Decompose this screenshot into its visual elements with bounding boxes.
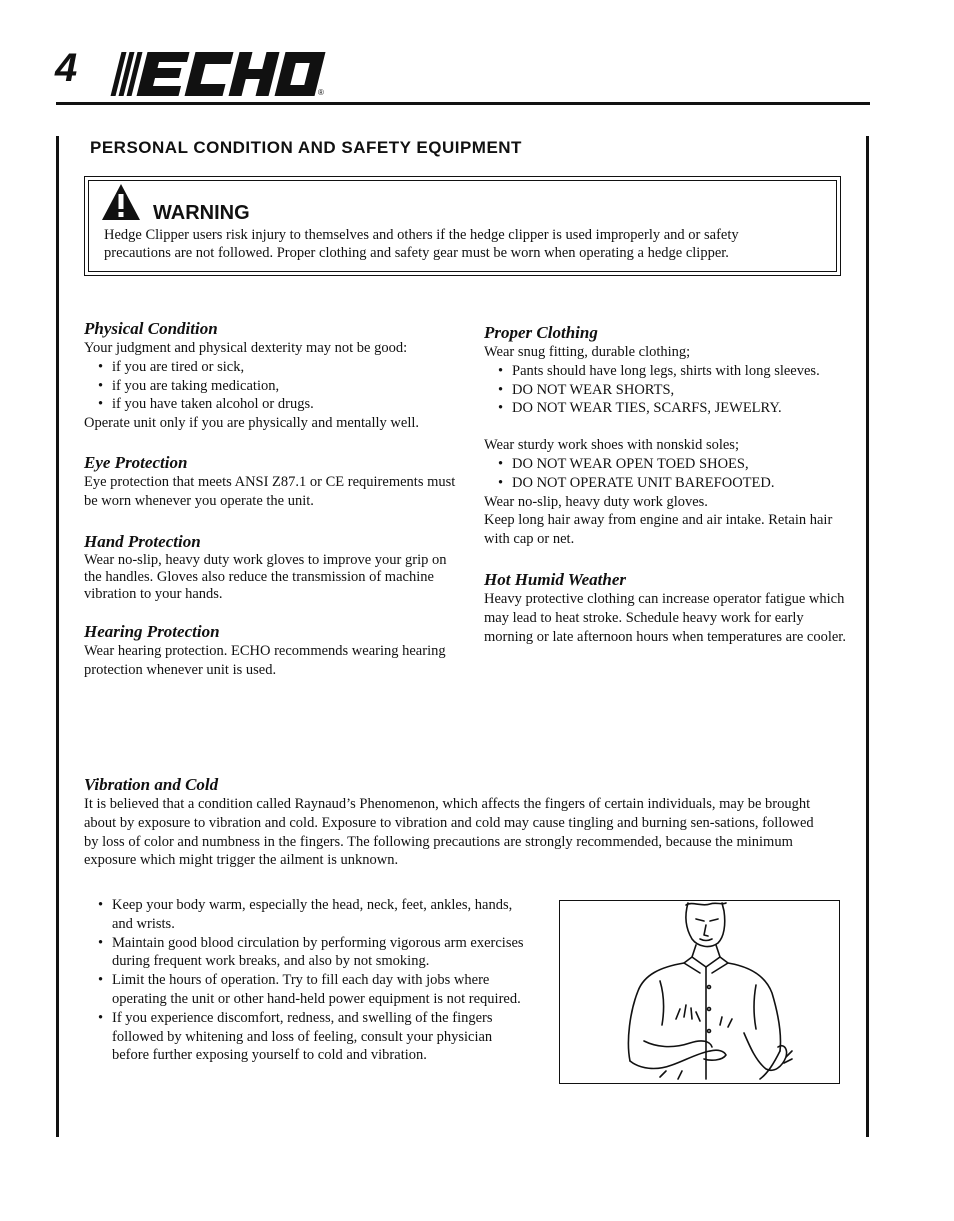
hair-text: Keep long hair away from engine and air intake. Retain hair with cap or net. bbox=[484, 512, 833, 548]
physical-condition-list bbox=[84, 358, 459, 414]
warning-text: Hedge Clipper users risk injury to themselves and others if the hedge clipper is used improperly and or safety precautions are not followed. Proper clothing and safety gear must be worn when operating a hedge clipper. bbox=[104, 227, 739, 261]
hand-protection-section bbox=[84, 532, 459, 602]
physical-condition-heading: Physical Condition bbox=[84, 319, 218, 338]
header-rule bbox=[56, 102, 870, 105]
list-item: • Keep your body warm, especially the head, neck, feet, ankles, hands, and wrists. bbox=[84, 896, 529, 934]
physical-condition-intro: Your judgment and physical dexterity may not be good: bbox=[84, 340, 408, 356]
hot-humid-weather-text: Heavy protective clothing can increase operator fatigue which may lead to heat stroke. Schedule heavy work for early morning or late afternoon hours when temperatures are cooler. bbox=[484, 591, 846, 645]
hand-protection-heading: Hand Protection bbox=[84, 532, 201, 551]
proper-clothing-intro: Wear snug fitting, durable clothing; bbox=[484, 344, 691, 360]
proper-clothing-list bbox=[484, 362, 854, 418]
shoes-intro: Wear sturdy work shoes with nonskid soles; bbox=[484, 437, 739, 454]
vibration-cold-section bbox=[84, 775, 824, 870]
hot-humid-weather-heading: Hot Humid Weather bbox=[484, 570, 627, 589]
list-item: • DO NOT WEAR SHORTS, bbox=[484, 381, 854, 400]
gloves-text: Wear no-slip, heavy duty work gloves. bbox=[484, 493, 708, 510]
hearing-protection-heading: Hearing Protection bbox=[84, 622, 220, 641]
left-margin-rule bbox=[56, 136, 59, 1137]
list-item: • Limit the hours of operation. Try to fill each day with jobs where operating the unit or other hand-held power equipment is not required. bbox=[84, 971, 529, 1009]
hot-humid-weather-section bbox=[484, 570, 846, 646]
list-item: • if you have taken alcohol or drugs. bbox=[84, 395, 459, 414]
hand-protection-text: Wear no-slip, heavy duty work gloves to improve your grip on the handles. Gloves also reduce the transmission of machine vibration to your hands. bbox=[84, 552, 447, 602]
eye-protection-section bbox=[84, 453, 459, 511]
vibration-precautions bbox=[84, 896, 529, 1065]
registered-mark: ® bbox=[318, 88, 324, 97]
warning-triangle-icon bbox=[101, 183, 141, 221]
vibration-cold-heading: Vibration and Cold bbox=[84, 775, 219, 794]
list-item: • Pants should have long legs, shirts with long sleeves. bbox=[484, 362, 854, 381]
shoes-list bbox=[484, 455, 854, 493]
hearing-protection-text: Wear hearing protection. ECHO recommends wearing hearing protection whenever unit is used. bbox=[84, 643, 446, 678]
list-item: • DO NOT OPERATE UNIT BAREFOOTED. bbox=[484, 474, 854, 493]
list-item: • if you are taking medication, bbox=[84, 377, 459, 396]
list-item: • if you are tired or sick, bbox=[84, 358, 459, 377]
vibration-cold-text: It is believed that a condition called Raynaud’s Phenomenon, which affects the fingers of certain individuals, may be brought about by exposure to vibration and cold. Exposure to vibration and cold may cause tingling and burning sen-sations, followed by loss of color and numbness in the fingers. The following precautions are strongly recommended, because the minimum exposure which might trigger the ailment is unknown. bbox=[84, 796, 814, 869]
list-item: • Maintain good blood circulation by performing vigorous arm exercises during frequent work breaks, and also by not smoking. bbox=[84, 934, 529, 972]
page-number: 4 bbox=[55, 46, 78, 90]
list-item: • DO NOT WEAR TIES, SCARFS, JEWELRY. bbox=[484, 399, 854, 418]
hearing-protection-section bbox=[84, 622, 449, 680]
proper-clothing-heading: Proper Clothing bbox=[484, 323, 598, 342]
eye-protection-text: Eye protection that meets ANSI Z87.1 or CE requirements must be worn whenever you operate the unit. bbox=[84, 474, 456, 509]
proper-clothing-section bbox=[484, 323, 854, 549]
vibration-precautions-list bbox=[84, 896, 529, 1065]
raynauds-illustration bbox=[559, 900, 840, 1084]
echo-logo bbox=[108, 50, 330, 98]
physical-condition-section bbox=[84, 319, 459, 433]
warning-title: WARNING bbox=[153, 202, 250, 224]
list-item: • DO NOT WEAR OPEN TOED SHOES, bbox=[484, 455, 854, 474]
physical-condition-outro: Operate unit only if you are physically and mentally well. bbox=[84, 415, 420, 432]
list-item: • If you experience discomfort, redness, and swelling of the fingers followed by whitening and loss of feeling, consult your physician before further exposing yourself to cold and vibration. bbox=[84, 1009, 529, 1065]
section-title: PERSONAL CONDITION AND SAFETY EQUIPMENT bbox=[90, 138, 522, 157]
right-margin-rule bbox=[866, 136, 869, 1137]
eye-protection-heading: Eye Protection bbox=[84, 453, 188, 472]
